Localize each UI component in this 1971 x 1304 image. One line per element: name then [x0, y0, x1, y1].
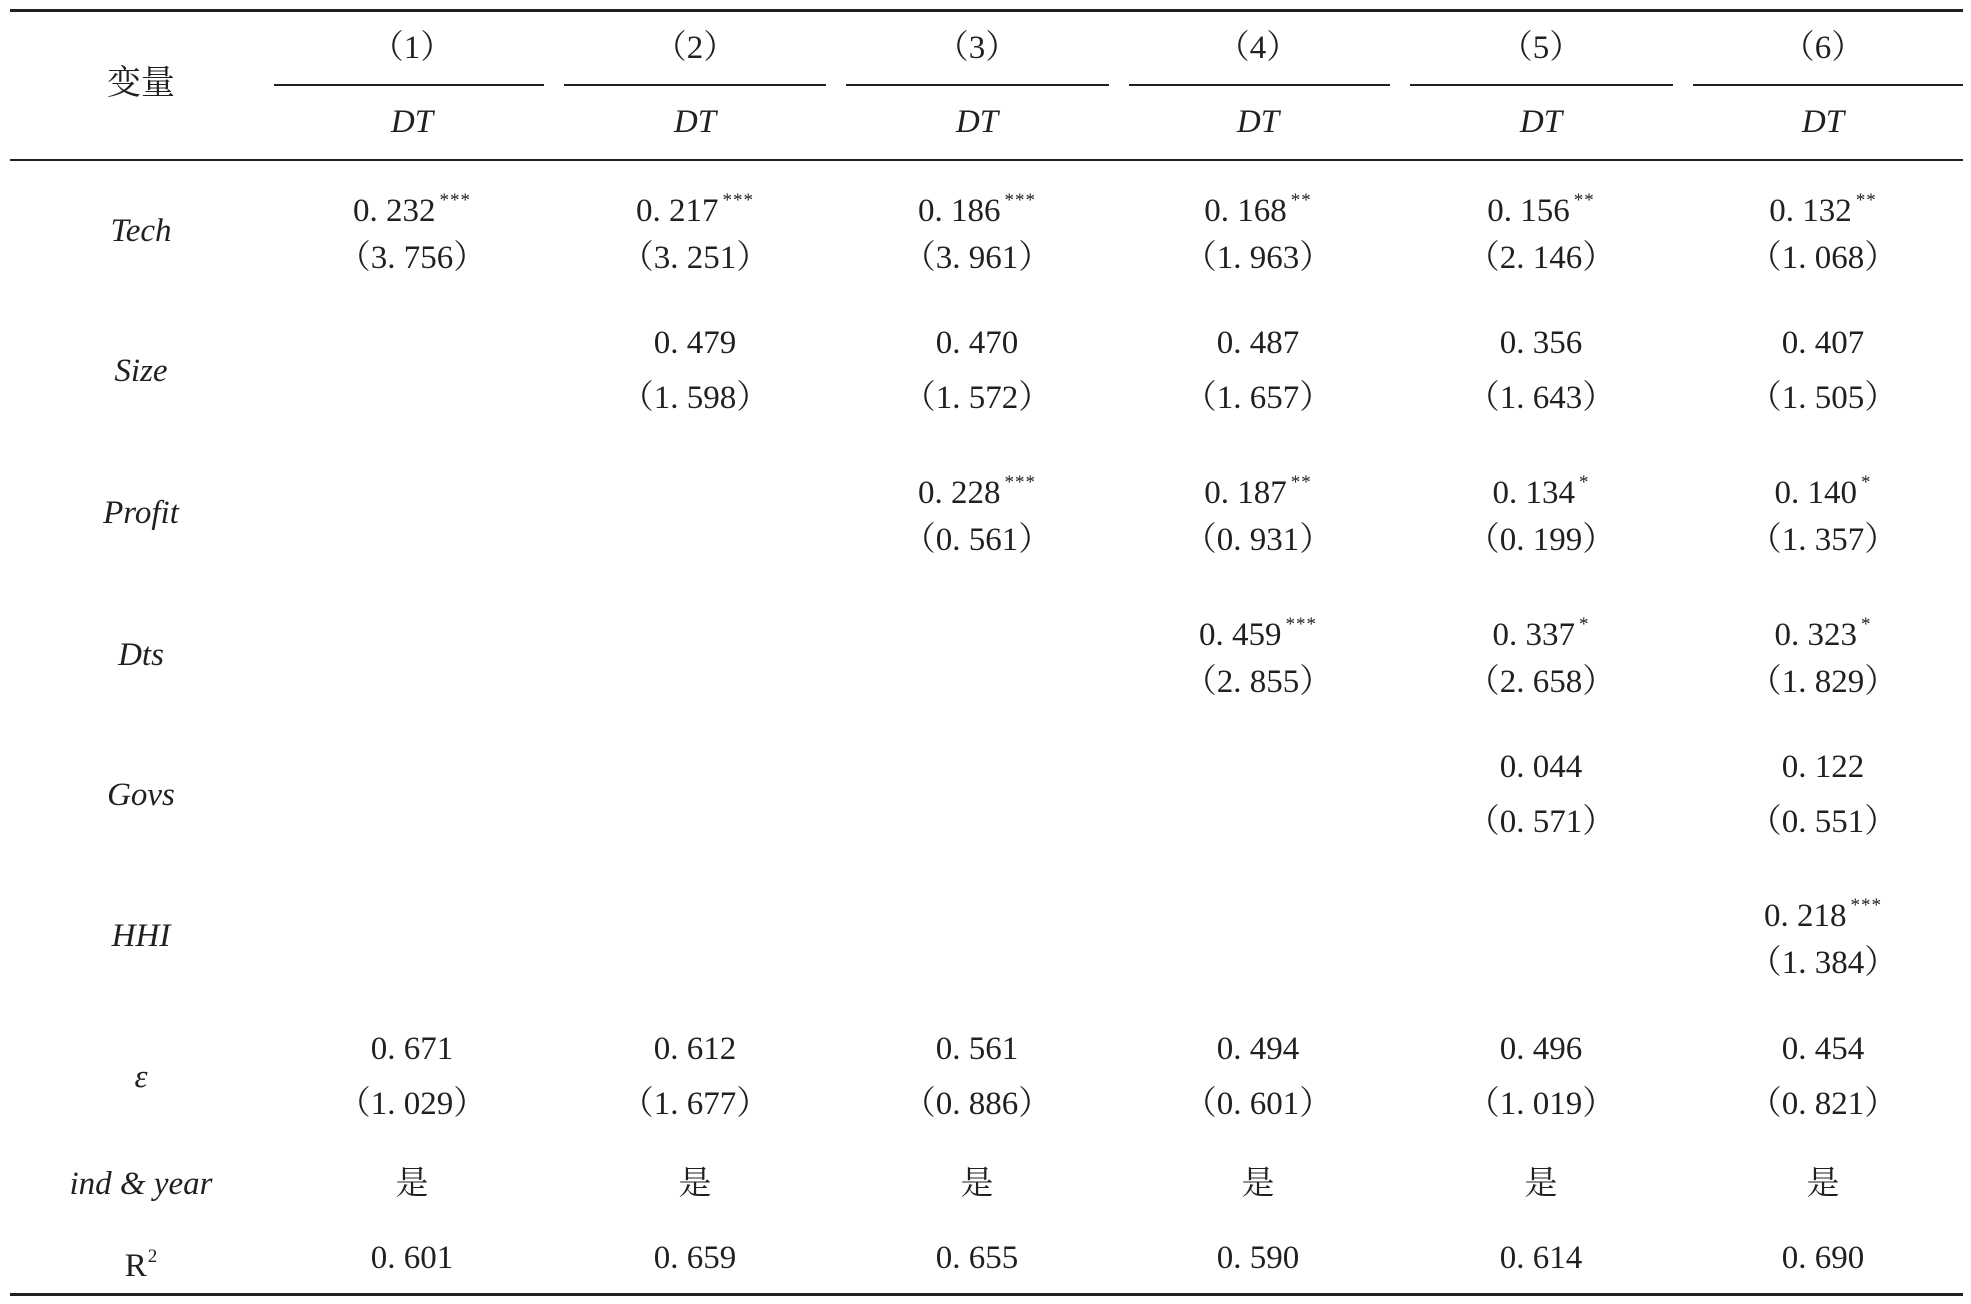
t-statistic: （3. 961）	[902, 240, 1052, 276]
fixed-effects-value: 是	[395, 1166, 429, 1202]
variable-label: HHI	[111, 918, 171, 954]
fixed-effects-cell	[1411, 1157, 1671, 1212]
t-statistic: （0. 601）	[1183, 1086, 1333, 1122]
t-statistic: （0. 821）	[1748, 1086, 1898, 1122]
epsilon-col4-cell	[1128, 1022, 1388, 1132]
r-squared-value: 0. 601	[370, 1240, 454, 1276]
profit-col4-cell	[1128, 458, 1388, 568]
fixed-effects-cell	[565, 1157, 825, 1212]
coefficient-value: 0. 407	[1781, 325, 1865, 361]
dependent-variable: DT	[1801, 104, 1845, 140]
coefficient-value: 0. 044	[1499, 749, 1583, 785]
epsilon-col6-cell	[1693, 1022, 1953, 1132]
r-squared-value: 0. 590	[1216, 1240, 1300, 1276]
epsilon-col1-cell	[282, 1022, 542, 1132]
fixed-effects-value: 是	[1806, 1166, 1840, 1202]
t-statistic: （1. 357）	[1748, 522, 1898, 558]
coefficient	[1411, 176, 1671, 231]
t-statistic: （0. 561）	[902, 522, 1052, 558]
t-statistic: （2. 658）	[1466, 664, 1616, 700]
tech-col5-cell	[1411, 176, 1671, 286]
coefficient-value: 0. 187	[1204, 475, 1287, 511]
column-number: （4）	[1216, 30, 1300, 66]
significance-stars: *	[1861, 472, 1872, 493]
fixed-effects-label: ind & year	[69, 1166, 213, 1202]
r-squared-cell	[847, 1231, 1107, 1286]
r-squared-letter: R	[124, 1248, 147, 1284]
coefficient-value: 0. 459	[1199, 617, 1282, 653]
significance-stars: **	[1290, 190, 1312, 211]
t-statistic: （2. 146）	[1466, 240, 1616, 276]
variable-label: Dts	[118, 637, 164, 673]
t-statistic: （0. 199）	[1466, 522, 1616, 558]
r-squared-exponent: 2	[147, 1246, 158, 1267]
table-row-fixed-effects	[0, 1157, 1971, 1212]
coefficient-value: 0. 168	[1204, 193, 1287, 229]
coefficient-value: 0. 232	[353, 193, 436, 229]
r-squared-cell	[282, 1231, 542, 1286]
t-statistic: （3. 251）	[620, 240, 770, 276]
coefficient-value: 0. 671	[370, 1031, 454, 1067]
coefficient	[1693, 458, 1953, 513]
stub-header: 变量	[107, 65, 175, 102]
coefficient	[1693, 600, 1953, 655]
table-row-r-squared	[0, 1231, 1971, 1286]
size-col3-cell	[847, 316, 1107, 426]
fixed-effects-cell	[1128, 1157, 1388, 1212]
fixed-effects-value: 是	[1241, 1166, 1275, 1202]
r-squared-cell	[1411, 1231, 1671, 1286]
tech-col6-cell	[1693, 176, 1953, 286]
significance-stars: ***	[1004, 472, 1036, 493]
t-statistic: （1. 963）	[1183, 240, 1333, 276]
profit-col3-cell	[847, 458, 1107, 568]
t-statistic: （0. 571）	[1466, 804, 1616, 840]
r-squared-value: 0. 659	[653, 1240, 737, 1276]
significance-stars: **	[1855, 190, 1877, 211]
fixed-effects-value: 是	[1524, 1166, 1558, 1202]
significance-stars: ***	[1004, 190, 1036, 211]
header-bottom-rule	[10, 159, 1963, 161]
coefficient-value: 0. 496	[1499, 1031, 1583, 1067]
tech-col2-cell	[565, 176, 825, 286]
t-statistic: （1. 643）	[1466, 380, 1616, 416]
t-statistic: （1. 657）	[1183, 380, 1333, 416]
significance-stars: **	[1573, 190, 1595, 211]
t-statistic: （1. 829）	[1748, 664, 1898, 700]
coefficient-value: 0. 186	[918, 193, 1001, 229]
dependent-variable: DT	[673, 104, 717, 140]
coefficient-value: 0. 561	[935, 1031, 1019, 1067]
table-row-profit	[0, 458, 1971, 568]
column-number: （5）	[1499, 30, 1583, 66]
variable-label: ε	[134, 1059, 148, 1095]
epsilon-col5-cell	[1411, 1022, 1671, 1132]
t-statistic: （1. 384）	[1748, 945, 1898, 981]
t-statistic: （1. 029）	[337, 1086, 487, 1122]
coefficient-value: 0. 612	[653, 1031, 737, 1067]
coefficient-value: 0. 454	[1781, 1031, 1865, 1067]
govs-col5-cell	[1411, 740, 1671, 850]
dependent-variable: DT	[955, 104, 999, 140]
coefficient-value: 0. 470	[935, 325, 1019, 361]
coefficient-value: 0. 156	[1487, 193, 1570, 229]
significance-stars: ***	[1850, 895, 1882, 916]
coefficient-value: 0. 494	[1216, 1031, 1300, 1067]
fixed-effects-value: 是	[678, 1166, 712, 1202]
coefficient-value: 0. 217	[636, 193, 719, 229]
column-number: （3）	[935, 30, 1019, 66]
significance-stars: **	[1290, 472, 1312, 493]
column-4-header-rule	[1129, 84, 1390, 86]
table-row-epsilon	[0, 1022, 1971, 1132]
column-3-header-rule	[846, 84, 1109, 86]
r-squared-label	[41, 1231, 241, 1286]
variable-label: Tech	[110, 213, 172, 249]
fixed-effects-cell	[1693, 1157, 1953, 1212]
column-1-header-rule	[274, 84, 544, 86]
r-squared-cell	[1693, 1231, 1953, 1286]
profit-col5-cell	[1411, 458, 1671, 568]
coefficient	[1693, 881, 1953, 936]
table-row-govs	[0, 740, 1971, 850]
coefficient	[1128, 600, 1388, 655]
r-squared-cell	[1128, 1231, 1388, 1286]
significance-stars: ***	[439, 190, 471, 211]
variable-label: Size	[114, 353, 168, 389]
dependent-variable: DT	[1236, 104, 1280, 140]
significance-stars: ***	[1285, 614, 1317, 635]
variable-label: Govs	[107, 777, 175, 813]
column-5-header-rule	[1410, 84, 1673, 86]
fixed-effects-cell	[282, 1157, 542, 1212]
fixed-effects-cell	[847, 1157, 1107, 1212]
coefficient-value: 0. 228	[918, 475, 1001, 511]
govs-col6-cell	[1693, 740, 1953, 850]
size-col4-cell	[1128, 316, 1388, 426]
coefficient-value: 0. 134	[1492, 475, 1575, 511]
t-statistic: （1. 572）	[902, 380, 1052, 416]
column-number: （2）	[653, 30, 737, 66]
coefficient	[1128, 176, 1388, 231]
coefficient-value: 0. 356	[1499, 325, 1583, 361]
dts-col4-cell	[1128, 600, 1388, 710]
t-statistic: （1. 598）	[620, 380, 770, 416]
table-row-size	[0, 316, 1971, 426]
coefficient-value: 0. 132	[1769, 193, 1852, 229]
table-row-hhi	[0, 881, 1971, 991]
coefficient	[847, 176, 1107, 231]
coefficient	[1411, 600, 1671, 655]
coefficient-value: 0. 487	[1216, 325, 1300, 361]
significance-stars: *	[1579, 472, 1590, 493]
top-rule	[10, 9, 1963, 12]
coefficient	[1128, 458, 1388, 513]
column-6-header-rule	[1693, 84, 1963, 86]
coefficient-value: 0. 337	[1492, 617, 1575, 653]
size-col2-cell	[565, 316, 825, 426]
size-col5-cell	[1411, 316, 1671, 426]
t-statistic: （3. 756）	[337, 240, 487, 276]
coefficient-value: 0. 140	[1774, 475, 1857, 511]
bottom-rule	[10, 1293, 1963, 1296]
coefficient-value: 0. 122	[1781, 749, 1865, 785]
coefficient	[847, 458, 1107, 513]
hhi-col6-cell	[1693, 881, 1953, 991]
tech-col1-cell	[282, 176, 542, 286]
significance-stars: *	[1579, 614, 1590, 635]
t-statistic: （1. 019）	[1466, 1086, 1616, 1122]
fixed-effects-value: 是	[960, 1166, 994, 1202]
t-statistic: （1. 068）	[1748, 240, 1898, 276]
dependent-variable: DT	[390, 104, 434, 140]
epsilon-col2-cell	[565, 1022, 825, 1132]
size-col6-cell	[1693, 316, 1953, 426]
r-squared-cell	[565, 1231, 825, 1286]
column-2-header-rule	[564, 84, 826, 86]
t-statistic: （0. 931）	[1183, 522, 1333, 558]
dts-col5-cell	[1411, 600, 1671, 710]
epsilon-col3-cell	[847, 1022, 1107, 1132]
coefficient-value: 0. 479	[653, 325, 737, 361]
r-squared-value: 0. 655	[935, 1240, 1019, 1276]
significance-stars: ***	[722, 190, 754, 211]
profit-col6-cell	[1693, 458, 1953, 568]
column-number: （6）	[1781, 30, 1865, 66]
dts-col6-cell	[1693, 600, 1953, 710]
t-statistic: （1. 677）	[620, 1086, 770, 1122]
r-squared-value: 0. 614	[1499, 1240, 1583, 1276]
t-statistic: （2. 855）	[1183, 664, 1333, 700]
variable-label: Profit	[103, 495, 179, 531]
t-statistic: （1. 505）	[1748, 380, 1898, 416]
significance-stars: *	[1861, 614, 1872, 635]
tech-col4-cell	[1128, 176, 1388, 286]
r-squared-value: 0. 690	[1781, 1240, 1865, 1276]
coefficient	[565, 176, 825, 231]
coefficient	[1693, 176, 1953, 231]
coefficient	[282, 176, 542, 231]
coefficient-value: 0. 218	[1764, 898, 1847, 934]
tech-col3-cell	[847, 176, 1107, 286]
coefficient	[1411, 458, 1671, 513]
column-number: （1）	[370, 30, 454, 66]
dependent-variable: DT	[1519, 104, 1563, 140]
t-statistic: （0. 886）	[902, 1086, 1052, 1122]
table-row-tech	[0, 176, 1971, 286]
table-row-dts	[0, 600, 1971, 710]
t-statistic: （0. 551）	[1748, 804, 1898, 840]
coefficient-value: 0. 323	[1774, 617, 1857, 653]
